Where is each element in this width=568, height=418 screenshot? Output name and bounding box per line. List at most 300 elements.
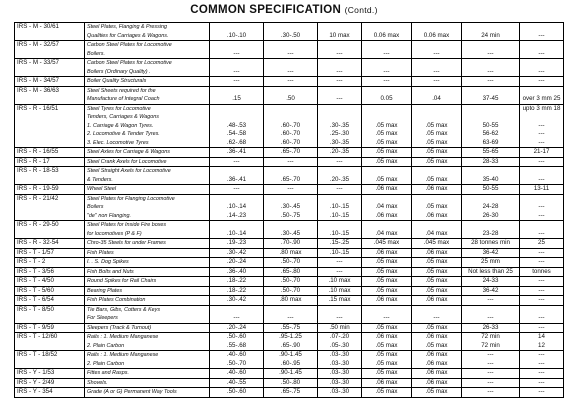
cell-silicon: .10-.15 <box>318 230 362 239</box>
cell-silicon: --- <box>318 157 362 167</box>
cell-phosphorus: --- <box>412 77 462 87</box>
cell-elongation: upto 3 mm 18 <box>520 104 564 113</box>
cell-manganese: .65-.75 <box>264 388 318 398</box>
cell-description: 2. Plain Carbon <box>85 360 210 369</box>
cell-sulphur: .05 max <box>362 369 412 379</box>
cell-silicon: --- <box>318 267 362 277</box>
cell-manganese <box>264 23 318 32</box>
cell-tensile: --- <box>462 369 520 379</box>
cell-carbon <box>210 305 264 314</box>
cell-phosphorus: .05 max <box>412 323 462 333</box>
cell-silicon: .03-.30 <box>318 351 362 360</box>
cell-tensile: 72 min <box>462 342 520 351</box>
cell-tensile <box>462 23 520 32</box>
cell-elongation: over 3 mm 25 <box>520 95 564 104</box>
table-row <box>15 248 564 258</box>
cell-description: 2. Locomotive & Tender Tyres. <box>85 130 210 139</box>
table-row <box>15 388 564 398</box>
cell-carbon <box>210 104 264 113</box>
cell-silicon: .10-.15 <box>318 248 362 258</box>
cell-spec-code: IRS - T - 9/59 <box>15 323 85 333</box>
cell-silicon: .15 max <box>318 296 362 306</box>
cell-elongation: --- <box>520 277 564 287</box>
cell-phosphorus: .05 max <box>412 157 462 167</box>
cell-sulphur: .06 max <box>362 378 412 388</box>
cell-description: Tie Bars, Gibs, Cotters & Keys <box>85 305 210 314</box>
cell-carbon: --- <box>210 50 264 59</box>
cell-sulphur <box>362 86 412 95</box>
cell-spec-code: IRS - R - 29-50 <box>15 221 85 230</box>
cell-spec-code <box>15 130 85 139</box>
cell-tensile: 24-28 <box>462 203 520 212</box>
cell-spec-code <box>15 32 85 41</box>
cell-spec-code: IRS - M - 32/57 <box>15 41 85 50</box>
cell-sulphur: .05 max <box>362 122 412 131</box>
cell-elongation: 14 <box>520 333 564 342</box>
cell-description: 1. Carriage & Wagon Tyres. <box>85 122 210 131</box>
cell-spec-code: IRS - R - 32-54 <box>15 239 85 249</box>
cell-spec-code: IRS - T - 6/54 <box>15 296 85 306</box>
cell-sulphur: .06 max <box>362 248 412 258</box>
cell-carbon: .10-.14 <box>210 230 264 239</box>
cell-description: Bearing Plates <box>85 286 210 296</box>
cell-carbon <box>210 167 264 176</box>
cell-manganese: .95-1.25 <box>264 333 318 342</box>
cell-elongation: --- <box>520 360 564 369</box>
cell-carbon: .18-.22 <box>210 286 264 296</box>
cell-silicon: --- <box>318 314 362 323</box>
cell-sulphur: .05 max <box>362 323 412 333</box>
table-row <box>15 95 564 104</box>
table-row <box>15 323 564 333</box>
cell-spec-code <box>15 95 85 104</box>
cell-silicon: .10 max <box>318 286 362 296</box>
cell-sulphur <box>362 113 412 122</box>
cell-description: "de" non Flanging. <box>85 212 210 221</box>
cell-elongation: --- <box>520 176 564 185</box>
cell-sulphur: .06 max <box>362 212 412 221</box>
cell-tensile: --- <box>462 50 520 59</box>
table-row <box>15 314 564 323</box>
cell-tensile: 23-28 <box>462 230 520 239</box>
cell-carbon: .50-.60 <box>210 388 264 398</box>
cell-phosphorus <box>412 221 462 230</box>
cell-carbon: --- <box>210 68 264 77</box>
cell-spec-code <box>15 203 85 212</box>
cell-sulphur: --- <box>362 68 412 77</box>
cell-sulphur: --- <box>362 50 412 59</box>
table-row <box>15 221 564 230</box>
cell-manganese: .60-.70 <box>264 122 318 131</box>
cell-manganese: .50-.70 <box>264 258 318 268</box>
cell-manganese <box>264 221 318 230</box>
cell-spec-code: IRS - M - 30/61 <box>15 23 85 32</box>
cell-manganese: .30-.45 <box>264 203 318 212</box>
cell-tensile: 24-33 <box>462 277 520 287</box>
cell-description: Shovels. <box>85 378 210 388</box>
cell-elongation <box>520 41 564 50</box>
cell-phosphorus: .05 max <box>412 139 462 148</box>
cell-spec-code <box>15 212 85 221</box>
cell-tensile: Not less than 25 <box>462 267 520 277</box>
cell-description: Steel Plates for Inside Fire boxes <box>85 221 210 230</box>
cell-tensile <box>462 41 520 50</box>
cell-carbon: .50-.70 <box>210 360 264 369</box>
cell-phosphorus: --- <box>412 314 462 323</box>
cell-carbon <box>210 86 264 95</box>
cell-spec-code: IRS - Y - 2/49 <box>15 378 85 388</box>
table-row <box>15 239 564 249</box>
cell-silicon: .10-.15 <box>318 203 362 212</box>
cell-elongation <box>520 113 564 122</box>
cell-tensile: 55-65 <box>462 148 520 158</box>
cell-carbon: .14-.23 <box>210 212 264 221</box>
cell-description: For Sleepers <box>85 314 210 323</box>
cell-spec-code <box>15 113 85 122</box>
cell-phosphorus <box>412 104 462 113</box>
cell-spec-code: IRS - M - 33/57 <box>15 59 85 68</box>
cell-silicon <box>318 221 362 230</box>
cell-spec-code: IRS - Y - 1/53 <box>15 369 85 379</box>
cell-sulphur <box>362 167 412 176</box>
cell-tensile <box>462 167 520 176</box>
cell-phosphorus: .06 max <box>412 378 462 388</box>
cell-phosphorus: .05 max <box>412 130 462 139</box>
cell-spec-code: IRS - T - 18/52 <box>15 351 85 360</box>
table-row <box>15 59 564 68</box>
cell-phosphorus: .05 max <box>412 148 462 158</box>
table-row <box>15 230 564 239</box>
cell-elongation: --- <box>520 286 564 296</box>
cell-phosphorus: .05 max <box>412 277 462 287</box>
cell-sulphur: .05 max <box>362 157 412 167</box>
table-row <box>15 32 564 41</box>
cell-sulphur <box>362 104 412 113</box>
cell-elongation: --- <box>520 157 564 167</box>
cell-phosphorus: .045 max <box>412 239 462 249</box>
cell-sulphur: .06 max <box>362 296 412 306</box>
cell-elongation: --- <box>520 258 564 268</box>
cell-sulphur: .05 max <box>362 342 412 351</box>
cell-phosphorus <box>412 23 462 32</box>
cell-spec-code: IRS - T - 3/56 <box>15 267 85 277</box>
cell-manganese: .65-.70 <box>264 148 318 158</box>
cell-manganese: .50 <box>264 95 318 104</box>
cell-spec-code: IRS - R - 21/42 <box>15 194 85 203</box>
cell-description: Chro-35 Steels for under Frames <box>85 239 210 249</box>
cell-elongation: --- <box>520 378 564 388</box>
cell-tensile: 63-69 <box>462 139 520 148</box>
cell-manganese <box>264 113 318 122</box>
cell-description: I. . S. Dog Spikes <box>85 258 210 268</box>
cell-description: for locomotives (P & F) <box>85 230 210 239</box>
cell-elongation: --- <box>520 323 564 333</box>
cell-tensile <box>462 305 520 314</box>
cell-silicon <box>318 104 362 113</box>
cell-description: Boiler Quality Structurals <box>85 77 210 87</box>
cell-elongation: --- <box>520 50 564 59</box>
cell-description: Steel Crank Axels for Locomotive <box>85 157 210 167</box>
cell-silicon <box>318 41 362 50</box>
cell-silicon: --- <box>318 95 362 104</box>
cell-silicon: .30-.35 <box>318 139 362 148</box>
cell-description: Fish Bolts and Nuts <box>85 267 210 277</box>
cell-carbon: --- <box>210 314 264 323</box>
cell-spec-code: IRS - R - 16/55 <box>15 148 85 158</box>
cell-elongation: --- <box>520 296 564 306</box>
cell-carbon: .48-.53 <box>210 122 264 131</box>
cell-sulphur: .04 max <box>362 230 412 239</box>
cell-elongation: --- <box>520 369 564 379</box>
cell-carbon: .18-.22 <box>210 277 264 287</box>
table-row <box>15 296 564 306</box>
cell-sulphur: .05 max <box>362 286 412 296</box>
cell-manganese: .60-.95 <box>264 360 318 369</box>
cell-description: Boilers. <box>85 50 210 59</box>
cell-elongation: --- <box>520 248 564 258</box>
cell-elongation <box>520 86 564 95</box>
cell-manganese <box>264 167 318 176</box>
cell-sulphur: .05 max <box>362 139 412 148</box>
page-title <box>0 4 568 16</box>
cell-manganese <box>264 59 318 68</box>
cell-manganese: .30-.45 <box>264 230 318 239</box>
cell-tensile: 24 min <box>462 32 520 41</box>
cell-phosphorus <box>412 86 462 95</box>
table-row <box>15 50 564 59</box>
table-row <box>15 68 564 77</box>
cell-tensile: --- <box>462 68 520 77</box>
cell-tensile: 50-55 <box>462 185 520 195</box>
cell-carbon: .30-.42 <box>210 248 264 258</box>
table-row <box>15 305 564 314</box>
cell-spec-code: IRS - R - 19-59 <box>15 185 85 195</box>
cell-silicon: 10 max <box>318 32 362 41</box>
cell-description: & Tenders. <box>85 176 210 185</box>
cell-sulphur: .045 max <box>362 239 412 249</box>
cell-tensile: 28-33 <box>462 157 520 167</box>
table-row <box>15 194 564 203</box>
cell-manganese: .30-.50 <box>264 32 318 41</box>
cell-manganese: .90-1.45 <box>264 369 318 379</box>
cell-tensile: 72 min <box>462 333 520 342</box>
table-row <box>15 122 564 131</box>
cell-carbon: .36-.41 <box>210 176 264 185</box>
table-row <box>15 41 564 50</box>
cell-carbon: .10-.14 <box>210 203 264 212</box>
table-row <box>15 286 564 296</box>
cell-phosphorus: .05 max <box>412 388 462 398</box>
cell-elongation: 21-17 <box>520 148 564 158</box>
cell-spec-code: IRS - T - 8/50 <box>15 305 85 314</box>
cell-description: Steel Plates, Flanging & Pressing <box>85 23 210 32</box>
cell-description: Wheel Steel <box>85 185 210 195</box>
cell-silicon: .20-.35 <box>318 176 362 185</box>
cell-spec-code <box>15 122 85 131</box>
cell-tensile: 36-42 <box>462 286 520 296</box>
cell-description: Steel Plates for Flanging Locomotive <box>85 194 210 203</box>
cell-tensile: 50-55 <box>462 122 520 131</box>
cell-elongation <box>520 167 564 176</box>
cell-phosphorus: .04 max <box>412 230 462 239</box>
cell-manganese: --- <box>264 68 318 77</box>
cell-description: Round Spikes for Rail Chairs <box>85 277 210 287</box>
cell-sulphur: .05 max <box>362 258 412 268</box>
cell-silicon: --- <box>318 258 362 268</box>
cell-sulphur: .05 max <box>362 351 412 360</box>
cell-silicon <box>318 113 362 122</box>
cell-spec-code: IRS - R - 17 <box>15 157 85 167</box>
cell-carbon: .30-.42 <box>210 296 264 306</box>
cell-manganese: .55-.75 <box>264 323 318 333</box>
cell-silicon <box>318 167 362 176</box>
cell-manganese: .50-.70 <box>264 277 318 287</box>
cell-description: Rails : 1. Medium Manganese <box>85 351 210 360</box>
table-row <box>15 176 564 185</box>
cell-silicon: .50 min <box>318 323 362 333</box>
cell-spec-code <box>15 360 85 369</box>
cell-manganese: .65-.70 <box>264 176 318 185</box>
cell-phosphorus: .05 max <box>412 258 462 268</box>
cell-sulphur: 0.05 <box>362 95 412 104</box>
cell-carbon: --- <box>210 77 264 87</box>
cell-tensile <box>462 113 520 122</box>
cell-phosphorus: .06 max <box>412 369 462 379</box>
cell-silicon: .10-.15 <box>318 212 362 221</box>
cell-carbon: .36-.41 <box>210 148 264 158</box>
table-row <box>15 113 564 122</box>
cell-tensile: --- <box>462 351 520 360</box>
cell-elongation: --- <box>520 388 564 398</box>
cell-carbon: .36-.40 <box>210 267 264 277</box>
cell-sulphur <box>362 59 412 68</box>
cell-silicon: --- <box>318 77 362 87</box>
cell-phosphorus: .06 max <box>412 351 462 360</box>
cell-elongation: 13-11 <box>520 185 564 195</box>
cell-carbon: .19-.23 <box>210 239 264 249</box>
title-main: COMMON SPECIFICATION <box>190 4 342 16</box>
cell-spec-code <box>15 342 85 351</box>
cell-phosphorus: .05 max <box>412 203 462 212</box>
cell-manganese: --- <box>264 157 318 167</box>
cell-sulphur <box>362 221 412 230</box>
cell-carbon: .55-.68 <box>210 342 264 351</box>
cell-silicon: --- <box>318 68 362 77</box>
cell-sulphur <box>362 41 412 50</box>
cell-sulphur: .06 max <box>362 185 412 195</box>
cell-tensile: 56-62 <box>462 130 520 139</box>
cell-manganese: --- <box>264 314 318 323</box>
cell-phosphorus: .05 max <box>412 342 462 351</box>
cell-phosphorus: .05 max <box>412 122 462 131</box>
cell-tensile: --- <box>462 77 520 87</box>
cell-elongation <box>520 221 564 230</box>
cell-spec-code: IRS - T - 4/50 <box>15 277 85 287</box>
table-row <box>15 104 564 113</box>
cell-spec-code: IRS - T - 12/60 <box>15 333 85 342</box>
cell-silicon: .05-.30 <box>318 342 362 351</box>
cell-phosphorus: .05 max <box>412 176 462 185</box>
title-suffix: (Contd.) <box>344 5 378 15</box>
cell-elongation <box>520 59 564 68</box>
cell-silicon: .15-.25 <box>318 239 362 249</box>
cell-carbon <box>210 59 264 68</box>
cell-silicon <box>318 194 362 203</box>
cell-phosphorus <box>412 194 462 203</box>
cell-phosphorus <box>412 305 462 314</box>
cell-tensile: --- <box>462 360 520 369</box>
cell-silicon: .03-.30 <box>318 378 362 388</box>
cell-carbon <box>210 221 264 230</box>
table-row <box>15 258 564 268</box>
cell-elongation: --- <box>520 130 564 139</box>
cell-phosphorus <box>412 167 462 176</box>
cell-description: Boilers (Ordinary Quality) . <box>85 68 210 77</box>
cell-silicon <box>318 23 362 32</box>
table-row <box>15 86 564 95</box>
cell-manganese: .65-.90 <box>264 342 318 351</box>
cell-phosphorus: .06 max <box>412 212 462 221</box>
cell-carbon: --- <box>210 185 264 195</box>
cell-manganese: --- <box>264 77 318 87</box>
cell-description: Qualities for Carriages & Wagons. <box>85 32 210 41</box>
cell-description: Carbon Steel Plates for Locomotive <box>85 41 210 50</box>
cell-silicon <box>318 59 362 68</box>
cell-carbon: .50-.60 <box>210 333 264 342</box>
cell-elongation: --- <box>520 68 564 77</box>
cell-elongation: --- <box>520 314 564 323</box>
cell-description: Boilers <box>85 203 210 212</box>
cell-phosphorus: .06 max <box>412 333 462 342</box>
cell-description: Carbon Steel Plates for Locomotive <box>85 59 210 68</box>
cell-manganese: .50-.75 <box>264 212 318 221</box>
cell-phosphorus: .06 max <box>412 296 462 306</box>
cell-carbon <box>210 113 264 122</box>
cell-manganese: .50-.70 <box>264 286 318 296</box>
table-row <box>15 130 564 139</box>
cell-spec-code: IRS - M - 34/57 <box>15 77 85 87</box>
cell-manganese <box>264 41 318 50</box>
cell-carbon: .15 <box>210 95 264 104</box>
table-row <box>15 351 564 360</box>
cell-tensile: --- <box>462 388 520 398</box>
cell-phosphorus <box>412 113 462 122</box>
cell-tensile <box>462 221 520 230</box>
cell-phosphorus: .06 max <box>412 185 462 195</box>
cell-elongation: tonnes <box>520 267 564 277</box>
cell-tensile: 26-33 <box>462 323 520 333</box>
cell-spec-code: IRS - R - 18-53 <box>15 167 85 176</box>
cell-elongation: --- <box>520 139 564 148</box>
cell-elongation <box>520 23 564 32</box>
cell-description: Manufacture of Integral Coach <box>85 95 210 104</box>
cell-sulphur: --- <box>362 77 412 87</box>
cell-sulphur: --- <box>362 314 412 323</box>
cell-sulphur: .06 max <box>362 333 412 342</box>
cell-manganese <box>264 86 318 95</box>
cell-manganese: .60-.70 <box>264 139 318 148</box>
cell-tensile: --- <box>462 378 520 388</box>
cell-carbon: .40-.60 <box>210 369 264 379</box>
cell-phosphorus <box>412 41 462 50</box>
cell-sulphur: .05 max <box>362 277 412 287</box>
cell-silicon: .20-.35 <box>318 148 362 158</box>
cell-description: Sleepers (Track & Turnout) <box>85 323 210 333</box>
cell-sulphur: .05 max <box>362 130 412 139</box>
cell-manganese <box>264 194 318 203</box>
cell-sulphur: .05 max <box>362 148 412 158</box>
cell-carbon: .54-.58 <box>210 130 264 139</box>
